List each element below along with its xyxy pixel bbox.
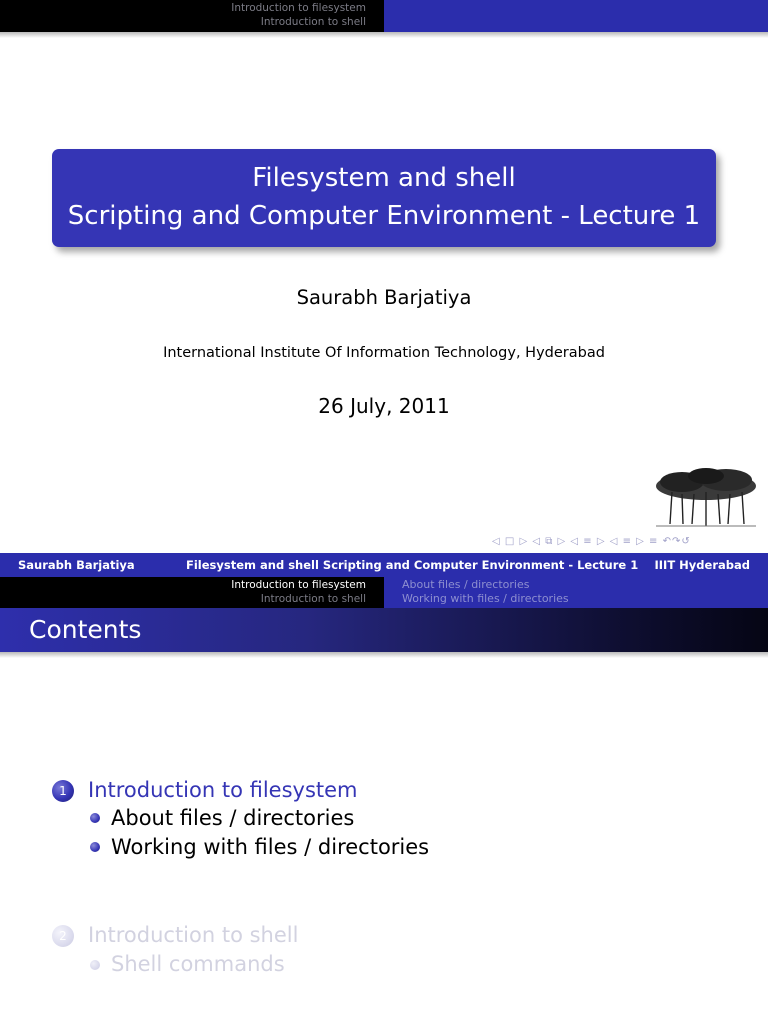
toc-section-filesystem[interactable]: Introduction to filesystem (88, 778, 358, 802)
frame-title: Contents (29, 615, 142, 644)
toc-bullet (90, 813, 100, 823)
toc-number-1: 1 (52, 780, 74, 802)
nav-section-shell[interactable]: Introduction to shell (260, 16, 366, 28)
institute-name: International Institute Of Information Technology, Hyderabad (163, 345, 605, 361)
banyan-tree-logo-icon (652, 466, 760, 528)
slide2-nav-subsection-about[interactable]: About files / directories (402, 578, 530, 591)
toc-subsection-shell-commands[interactable]: Shell commands (111, 952, 285, 976)
beamer-navigation-symbols[interactable]: ◁ □ ▷ ◁ ⧉ ▷ ◁ ≡ ▷ ◁ ≡ ▷ ≡ ↶↷↺ (492, 536, 691, 547)
author-name: Saurabh Barjatiya (296, 286, 472, 309)
title-block (52, 149, 716, 247)
nav-section-filesystem[interactable]: Introduction to filesystem (231, 2, 366, 14)
frame-title-shadow (0, 652, 768, 658)
toc-subsection-about[interactable]: About files / directories (111, 806, 355, 830)
presentation-subtitle: Scripting and Computer Environment - Lecture 1 (67, 201, 701, 231)
footer-institute: IIIT Hyderabad (654, 558, 750, 572)
toc-number-2: 2 (52, 925, 74, 947)
slide2-nav-section-filesystem[interactable]: Introduction to filesystem (231, 579, 366, 591)
presentation-date: 26 July, 2011 (318, 394, 450, 418)
header-shadow (0, 32, 768, 38)
toc-bullet (90, 842, 100, 852)
slide2-nav-subsection-working[interactable]: Working with files / directories (402, 592, 569, 605)
toc-bullet (90, 960, 100, 970)
toc-subsection-working[interactable]: Working with files / directories (111, 835, 430, 859)
slide2-nav-section-shell[interactable]: Introduction to shell (260, 593, 366, 605)
footer-author: Saurabh Barjatiya (18, 558, 135, 572)
footer-bar (0, 553, 768, 577)
footer-title: Filesystem and shell Scripting and Computer Environment - Lecture 1 (186, 558, 639, 572)
toc-section-shell[interactable]: Introduction to shell (88, 923, 299, 947)
header-nav-bar-right (384, 0, 768, 32)
presentation-title: Filesystem and shell (252, 163, 516, 193)
